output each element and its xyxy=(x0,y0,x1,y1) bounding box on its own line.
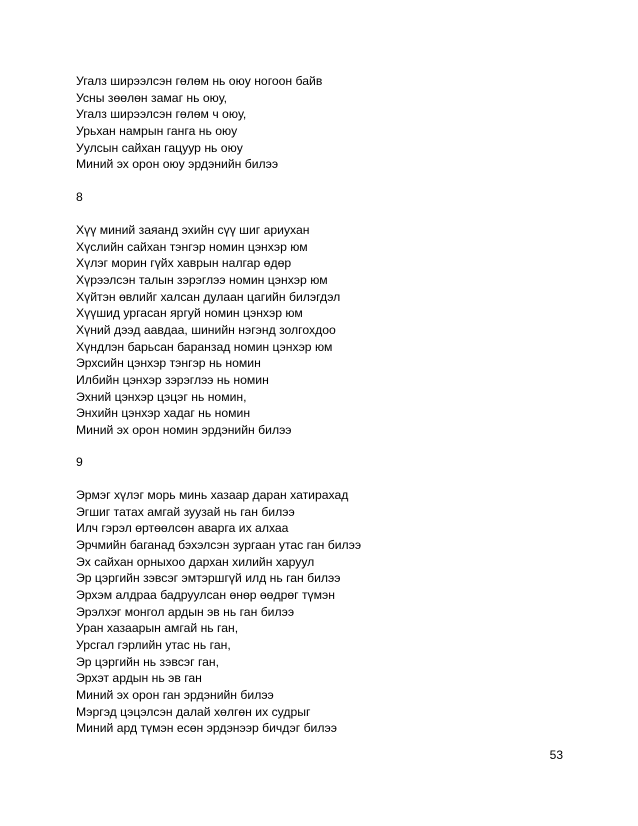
poem-line: Илч гэрэл өртөөлсөн аварга их алхаа xyxy=(76,521,289,536)
poem-line: Уран хазаарын амгай нь ган, xyxy=(76,621,239,636)
poem-line: Уулсын сайхан гацуур нь оюу xyxy=(76,140,243,155)
poem-line: Эрхэт ардын нь эв ган xyxy=(76,671,202,686)
poem-line: Хүү миний заяанд эхийн сүү шиг ариухан xyxy=(76,223,310,237)
section-number: 9 xyxy=(76,455,83,469)
poem-line: Эрхэм алдраа бадруулсан өнөр өөдрөг түмэн xyxy=(76,587,335,602)
poem-line: Мэргэд цэцэлсэн далай хөлгөн их судрыг xyxy=(76,704,311,719)
poem-line: Урьхан намрын ганга нь оюу xyxy=(76,123,238,138)
poem-line: Угалз ширээлсэн гөлөм ч оюу, xyxy=(76,107,247,122)
poem-line: Миний эх орон ган эрдэнийн билээ xyxy=(76,687,274,702)
poem-line: Хүндлэн барьсан баранзад номин цэнхэр юм xyxy=(76,339,333,354)
page-number: 53 xyxy=(549,748,563,762)
poem-line: Хүрээлсэн талын зэрэглээ номин цэнхэр юм xyxy=(76,272,328,287)
poem-line: Миний ард түмэн есөн эрдэнээр бичдэг билээ xyxy=(76,721,337,736)
poem-line: Хүлэг морин гүйх хаврын налгар өдөр xyxy=(76,256,292,271)
poem-line: Миний эх орон оюу эрдэнийн билээ xyxy=(76,157,279,172)
poem-line: Илбийн цэнхэр зэрэглээ нь номин xyxy=(76,372,269,387)
poem-line: Усны зөөлөн замаг нь оюу, xyxy=(76,90,228,105)
stanza-intro xyxy=(76,73,576,173)
poem-line: Хүйтэн өвлийг халсан дулаан цагийн билэгдэл xyxy=(76,289,341,304)
poem-line: Угалз ширээлсэн гөлөм нь оюу ногоон байв xyxy=(76,74,323,88)
poem-line: Хүслийн сайхан тэнгэр номин цэнхэр юм xyxy=(76,239,308,254)
poem-line: Эрхсийн цэнхэр тэнгэр нь номин xyxy=(76,356,261,371)
poem-line: Эх сайхан орныхоо дархан хилийн харуул xyxy=(76,554,315,569)
poem-line: Эхний цэнхэр цэцэг нь номин, xyxy=(76,389,247,404)
poem-line: Эгшиг татах амгай зуузай нь ган билээ xyxy=(76,504,295,519)
poem-line: Урсгал гэрлийн утас нь ган, xyxy=(76,637,231,652)
poem-line: Эр цэргийн зэвсэг эмтэршгүй илд нь ган билээ xyxy=(76,571,341,586)
section-number: 8 xyxy=(76,190,83,204)
poem-line: Хүний дээд аавдаа, шинийн нэгэнд золгохдоо xyxy=(76,322,336,337)
poem-line: Энхийн цэнхэр хадаг нь номин xyxy=(76,406,251,421)
section-8 xyxy=(76,222,576,439)
poem-line: Эрэлхэг монгол ардын эв нь ган билээ xyxy=(76,604,295,619)
poem-line: Эрмэг хүлэг морь минь хазаар даран хатирахад xyxy=(76,488,349,502)
poem-line: Хүүшид ургасан яргуй номин цэнхэр юм xyxy=(76,306,303,321)
poem-line: Миний эх орон номин эрдэнийн билээ xyxy=(76,422,292,437)
poem-line: Эр цэргийн нь зэвсэг ган, xyxy=(76,654,220,669)
poem-line: Эрчмийн баганад бэхэлсэн зургаан утас ган билээ xyxy=(76,537,362,552)
section-9 xyxy=(76,487,576,737)
